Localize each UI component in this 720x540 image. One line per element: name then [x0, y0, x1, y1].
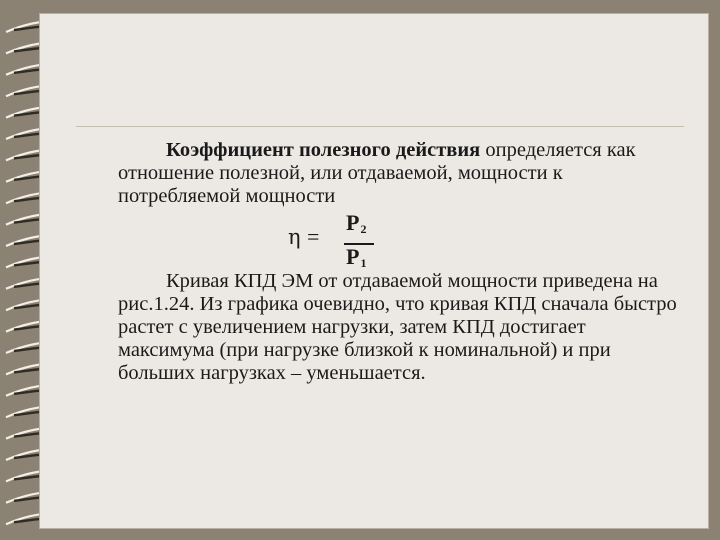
paragraph-definition — [118, 139, 678, 208]
numerator-base: P — [346, 210, 360, 235]
definition-text: определяется как отношение полезной, или отдаваемой, мощности к потребляемой мощности — [118, 139, 636, 207]
slide-body — [118, 139, 678, 385]
formula-numerator — [346, 211, 366, 238]
term-efficiency: Коэффициент полезного действия — [166, 139, 481, 161]
denominator-base: P — [346, 244, 360, 269]
numerator-subscript: 2 — [360, 222, 367, 236]
paragraph-efficiency-curve: Кривая КПД ЭМ от отдаваемой мощности приведена на рис.1.24. Из графика очевидно, что кривая КПД сначала быстро растет с увеличением нагрузки, затем КПД достигает максимума (при нагрузке близкой к номинальной) и при больших нагрузках – уменьшается. — [118, 270, 677, 384]
formula-equals: = — [307, 224, 320, 249]
formula-eta: η — [288, 225, 301, 249]
header-divider-line — [76, 126, 684, 127]
denominator-subscript: 1 — [360, 256, 367, 270]
formula-denominator — [346, 245, 366, 272]
efficiency-formula — [118, 208, 678, 270]
